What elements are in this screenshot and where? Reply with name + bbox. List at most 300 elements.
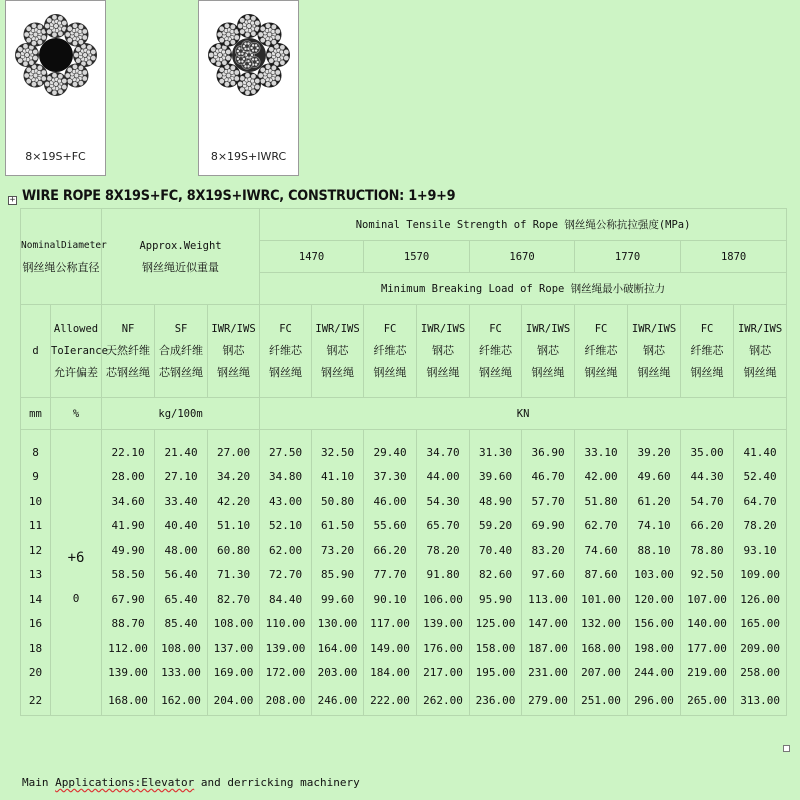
load-col-cn1: 纤维芯 bbox=[690, 344, 724, 357]
weight-cell: 48.00 bbox=[155, 538, 208, 563]
load-cell: 251.00 bbox=[575, 685, 628, 716]
load-cell: 62.70 bbox=[575, 514, 628, 539]
load-cell: 107.00 bbox=[681, 587, 734, 612]
load-cell: 279.00 bbox=[522, 685, 575, 716]
load-col-header-3 bbox=[417, 305, 470, 398]
strength-1570: 1570 bbox=[364, 241, 470, 273]
load-col-en: IWR/IWS bbox=[420, 323, 466, 335]
load-cell: 101.00 bbox=[575, 587, 628, 612]
weight-col-cn1: 钢芯 bbox=[222, 344, 245, 357]
strand-wire bbox=[72, 81, 77, 86]
weight-col-header-2 bbox=[208, 305, 260, 398]
tolerance-en-1: Allowed bbox=[53, 323, 99, 335]
core-wire bbox=[238, 52, 240, 54]
strand-wire bbox=[23, 61, 28, 66]
strand-wire bbox=[72, 40, 77, 45]
core-wire bbox=[252, 58, 254, 60]
strand-wire bbox=[37, 24, 42, 29]
strand-wire bbox=[41, 35, 46, 40]
rope-photo-caption: 8×19S+FC bbox=[25, 150, 86, 163]
load-cell: 39.60 bbox=[470, 465, 522, 490]
load-cell: 109.00 bbox=[734, 563, 787, 588]
weight-cell: 133.00 bbox=[155, 661, 208, 686]
load-cell: 246.00 bbox=[312, 685, 364, 716]
load-col-en: FC bbox=[489, 323, 502, 335]
rope-cross-section-fc-image bbox=[12, 11, 100, 99]
load-col-cn2: 钢丝绳 bbox=[743, 366, 777, 379]
core-wire bbox=[255, 49, 257, 51]
resize-handle bbox=[783, 745, 790, 752]
page-title: WIRE ROPE 8X19S+FC, 8X19S+IWRC, CONSTRUCTION: 1+9+9 bbox=[22, 188, 456, 204]
weight-cell: 139.00 bbox=[102, 661, 155, 686]
unit-weight: kg/100m bbox=[102, 398, 260, 430]
strand-wire bbox=[78, 70, 82, 74]
strand-wire bbox=[238, 23, 243, 28]
load-cell: 35.00 bbox=[681, 430, 734, 465]
load-cell: 48.90 bbox=[470, 489, 522, 514]
core-wire bbox=[247, 60, 249, 62]
load-cell: 120.00 bbox=[628, 587, 681, 612]
weight-cell: 112.00 bbox=[102, 636, 155, 661]
load-cell: 52.40 bbox=[734, 465, 787, 490]
core-wire bbox=[238, 60, 240, 62]
load-cell: 52.10 bbox=[260, 514, 312, 539]
load-cell: 195.00 bbox=[470, 661, 522, 686]
load-cell: 41.10 bbox=[312, 465, 364, 490]
load-cell: 103.00 bbox=[628, 563, 681, 588]
strand-wire bbox=[219, 26, 224, 31]
load-cell: 187.00 bbox=[522, 636, 575, 661]
load-col-cn2: 钢丝绳 bbox=[479, 366, 513, 379]
weight-cell: 108.00 bbox=[155, 636, 208, 661]
strand-wire bbox=[41, 70, 46, 75]
core-wire bbox=[243, 45, 245, 47]
core-wire bbox=[249, 63, 251, 65]
load-cell: 113.00 bbox=[522, 587, 575, 612]
load-cell: 41.40 bbox=[734, 430, 787, 465]
weight-cell: 168.00 bbox=[102, 685, 155, 716]
weight-col-header-1 bbox=[155, 305, 208, 398]
strand-wire bbox=[284, 55, 289, 60]
weight-cell: 28.00 bbox=[102, 465, 155, 490]
load-cell: 219.00 bbox=[681, 661, 734, 686]
load-cell: 82.60 bbox=[470, 563, 522, 588]
load-col-header-2 bbox=[364, 305, 417, 398]
core-wire bbox=[251, 54, 253, 56]
load-col-en: FC bbox=[700, 323, 714, 335]
load-col-cn1: 纤维芯 bbox=[373, 344, 407, 357]
load-cell: 43.00 bbox=[260, 489, 312, 514]
core-wire bbox=[255, 44, 257, 46]
strand-wire bbox=[216, 61, 221, 66]
strand-wire bbox=[91, 55, 96, 60]
load-cell: 44.30 bbox=[681, 465, 734, 490]
strand-wire bbox=[275, 35, 280, 40]
load-cell: 147.00 bbox=[522, 612, 575, 637]
strand-wire bbox=[230, 70, 234, 74]
load-cell: 140.00 bbox=[681, 612, 734, 637]
strand-wire bbox=[57, 21, 61, 25]
load-cell: 164.00 bbox=[312, 636, 364, 661]
tolerance-cell bbox=[51, 430, 102, 716]
strand-wire bbox=[26, 26, 31, 31]
approx-weight-en: Approx.Weight bbox=[139, 239, 222, 252]
load-cell: 78.20 bbox=[734, 514, 787, 539]
weight-cell: 137.00 bbox=[208, 636, 260, 661]
load-col-cn1: 纤维芯 bbox=[479, 344, 513, 357]
strand-wire bbox=[230, 29, 234, 33]
header-row-1 bbox=[21, 209, 787, 241]
strand-wire bbox=[224, 81, 229, 86]
strand-wire bbox=[269, 47, 274, 52]
diameter-cell: 12 bbox=[21, 538, 51, 563]
load-cell: 34.80 bbox=[260, 465, 312, 490]
weight-cell: 162.00 bbox=[155, 685, 208, 716]
diameter-cell: 16 bbox=[21, 612, 51, 637]
strand-wire bbox=[250, 21, 254, 25]
load-cell: 42.00 bbox=[575, 465, 628, 490]
core-wire bbox=[237, 50, 239, 52]
table-row bbox=[21, 563, 787, 588]
unit-load: KN bbox=[260, 398, 787, 430]
load-cell: 87.60 bbox=[575, 563, 628, 588]
strand-wire bbox=[255, 20, 260, 25]
weight-cell: 60.80 bbox=[208, 538, 260, 563]
load-cell: 139.00 bbox=[260, 636, 312, 661]
weight-cell: 65.40 bbox=[155, 587, 208, 612]
load-cell: 236.00 bbox=[470, 685, 522, 716]
table-row bbox=[21, 685, 787, 716]
load-cell: 198.00 bbox=[628, 636, 681, 661]
weight-cell: 82.70 bbox=[208, 587, 260, 612]
strand-wire bbox=[24, 73, 29, 78]
strand-wire bbox=[255, 78, 260, 83]
load-cell: 130.00 bbox=[312, 612, 364, 637]
core-wire bbox=[247, 42, 249, 44]
weight-cell: 108.00 bbox=[208, 612, 260, 637]
load-cell: 51.80 bbox=[575, 489, 628, 514]
load-cell: 244.00 bbox=[628, 661, 681, 686]
load-cell: 177.00 bbox=[681, 636, 734, 661]
table-row bbox=[21, 465, 787, 490]
core-wire bbox=[237, 58, 239, 60]
strand-wire bbox=[250, 79, 254, 83]
weight-cell: 34.60 bbox=[102, 489, 155, 514]
strand-wire bbox=[271, 65, 276, 70]
strand-wire bbox=[258, 32, 263, 37]
spec-table-container bbox=[20, 208, 783, 716]
load-col-en: IWR/IWS bbox=[737, 323, 783, 335]
load-cell: 62.00 bbox=[260, 538, 312, 563]
table-row bbox=[21, 538, 787, 563]
strand-wire bbox=[279, 50, 283, 54]
weight-col-header-0 bbox=[102, 305, 155, 398]
load-cell: 83.20 bbox=[522, 538, 575, 563]
load-cell: 106.00 bbox=[417, 587, 470, 612]
strand-wire bbox=[217, 32, 222, 37]
strand-wire bbox=[62, 20, 67, 25]
load-col-header-6 bbox=[575, 305, 628, 398]
main-applications-note bbox=[22, 776, 360, 789]
strand-wire bbox=[37, 70, 41, 74]
strand-wire bbox=[52, 32, 57, 37]
load-col-cn1: 钢芯 bbox=[326, 344, 349, 357]
core-wire bbox=[244, 48, 246, 50]
weight-cell: 71.30 bbox=[208, 563, 260, 588]
nominal-diameter-en: NominalDiameter bbox=[21, 239, 107, 251]
load-col-en: FC bbox=[383, 323, 397, 335]
strand-wire bbox=[87, 45, 92, 50]
diameter-cell: 14 bbox=[21, 587, 51, 612]
load-cell: 54.30 bbox=[417, 489, 470, 514]
load-cell: 92.50 bbox=[681, 563, 734, 588]
load-cell: 69.90 bbox=[522, 514, 575, 539]
rope-cross-section-iwrc-image bbox=[205, 11, 293, 99]
load-cell: 262.00 bbox=[417, 685, 470, 716]
diameter-cell: 18 bbox=[21, 636, 51, 661]
weight-cell: 41.90 bbox=[102, 514, 155, 539]
load-cell: 59.20 bbox=[470, 514, 522, 539]
strand-wire bbox=[78, 65, 83, 70]
weight-cell: 34.20 bbox=[208, 465, 260, 490]
strand-wire bbox=[76, 47, 81, 52]
diameter-cell: 11 bbox=[21, 514, 51, 539]
load-col-cn1: 钢芯 bbox=[749, 344, 772, 357]
weight-col-cn2: 钢丝绳 bbox=[217, 366, 251, 379]
weight-col-cn2: 芯钢丝绳 bbox=[106, 366, 151, 379]
strand-wire bbox=[91, 49, 96, 54]
diameter-cell: 10 bbox=[21, 489, 51, 514]
strand-wire bbox=[226, 55, 231, 60]
rope-photo-fc bbox=[5, 0, 106, 176]
load-cell: 39.20 bbox=[628, 430, 681, 465]
strand-wire bbox=[245, 32, 250, 37]
strand-wire bbox=[234, 35, 239, 40]
strand-wire bbox=[74, 52, 79, 57]
load-cell: 73.20 bbox=[312, 538, 364, 563]
diameter-cell: 20 bbox=[21, 661, 51, 686]
load-col-cn2: 钢丝绳 bbox=[584, 366, 618, 379]
strand-wire bbox=[24, 32, 29, 37]
load-cell: 32.50 bbox=[312, 430, 364, 465]
load-cell: 64.70 bbox=[734, 489, 787, 514]
load-cell: 165.00 bbox=[734, 612, 787, 637]
strand-wire bbox=[37, 65, 42, 70]
load-cell: 313.00 bbox=[734, 685, 787, 716]
breaking-load-header: Minimum Breaking Load of Rope 钢丝绳最小破断拉力 bbox=[260, 273, 787, 305]
load-cell: 36.90 bbox=[522, 430, 575, 465]
strand-wire bbox=[265, 40, 270, 45]
table-row bbox=[21, 636, 787, 661]
strand-wire bbox=[275, 76, 280, 81]
strand-wire bbox=[230, 65, 235, 70]
strand-wire bbox=[224, 40, 229, 45]
core-wire bbox=[256, 47, 258, 49]
load-cell: 54.70 bbox=[681, 489, 734, 514]
weight-col-cn1: 合成纤维 bbox=[159, 344, 204, 357]
weight-cell: 169.00 bbox=[208, 661, 260, 686]
load-col-en: IWR/IWS bbox=[315, 323, 360, 335]
strand-wire bbox=[62, 78, 67, 83]
weight-col-cn2: 芯钢丝绳 bbox=[159, 366, 204, 379]
load-col-cn1: 钢芯 bbox=[643, 344, 666, 357]
core-wire bbox=[252, 44, 254, 46]
strand-wire bbox=[31, 81, 36, 86]
weight-cell: 67.90 bbox=[102, 587, 155, 612]
load-cell: 78.20 bbox=[417, 538, 470, 563]
strand-wire bbox=[52, 90, 57, 95]
core-wire bbox=[255, 58, 257, 60]
core-wire bbox=[244, 42, 246, 44]
weight-cell: 51.10 bbox=[208, 514, 260, 539]
load-col-header-5 bbox=[522, 305, 575, 398]
load-cell: 55.60 bbox=[364, 514, 417, 539]
weight-cell: 85.40 bbox=[155, 612, 208, 637]
table-row bbox=[21, 587, 787, 612]
strand-wire bbox=[219, 67, 224, 72]
unit-mm: mm bbox=[21, 398, 51, 430]
load-col-en: IWR/IWS bbox=[631, 323, 677, 335]
table-row bbox=[21, 612, 787, 637]
tolerance-lower: 0 bbox=[72, 592, 80, 605]
load-cell: 46.70 bbox=[522, 465, 575, 490]
tolerance-header bbox=[51, 305, 108, 398]
fibre-core bbox=[39, 38, 73, 72]
load-cell: 66.20 bbox=[681, 514, 734, 539]
unit-row bbox=[21, 398, 787, 430]
load-col-cn1: 钢芯 bbox=[432, 344, 455, 357]
load-cell: 90.10 bbox=[364, 587, 417, 612]
weight-col-en: IWR/IWS bbox=[211, 323, 256, 335]
wire-rope-spec-table bbox=[20, 208, 787, 716]
approx-weight-header bbox=[102, 209, 260, 305]
load-cell: 217.00 bbox=[417, 661, 470, 686]
load-col-cn2: 钢丝绳 bbox=[426, 366, 460, 379]
core-wire bbox=[256, 61, 258, 63]
strand-wire bbox=[230, 24, 235, 29]
load-cell: 168.00 bbox=[575, 636, 628, 661]
strand-wire bbox=[226, 49, 231, 54]
load-cell: 149.00 bbox=[364, 636, 417, 661]
strength-1870: 1870 bbox=[681, 241, 787, 273]
load-cell: 222.00 bbox=[364, 685, 417, 716]
weight-col-en: NF bbox=[121, 323, 135, 335]
load-cell: 61.20 bbox=[628, 489, 681, 514]
load-col-header-7 bbox=[628, 305, 681, 398]
strand-wire bbox=[58, 16, 63, 21]
load-cell: 77.70 bbox=[364, 563, 417, 588]
load-cell: 72.70 bbox=[260, 563, 312, 588]
load-cell: 126.00 bbox=[734, 587, 787, 612]
strength-1770: 1770 bbox=[575, 241, 681, 273]
load-col-cn2: 钢丝绳 bbox=[373, 366, 407, 379]
strength-1470: 1470 bbox=[260, 241, 364, 273]
expand-icon[interactable]: + bbox=[9, 195, 16, 205]
load-cell: 209.00 bbox=[734, 636, 787, 661]
strength-1670: 1670 bbox=[470, 241, 575, 273]
load-cell: 84.40 bbox=[260, 587, 312, 612]
load-cell: 49.60 bbox=[628, 465, 681, 490]
strand-wire bbox=[78, 24, 83, 29]
load-cell: 110.00 bbox=[260, 612, 312, 637]
strand-wire bbox=[271, 24, 276, 29]
strand-wire bbox=[41, 76, 46, 81]
strand-wire bbox=[221, 50, 225, 54]
core-wire bbox=[238, 47, 240, 49]
strand-wire bbox=[265, 81, 270, 86]
diameter-cell: 13 bbox=[21, 563, 51, 588]
load-col-header-9 bbox=[734, 305, 787, 398]
strand-wire bbox=[37, 29, 41, 33]
load-cell: 158.00 bbox=[470, 636, 522, 661]
load-cell: 203.00 bbox=[312, 661, 364, 686]
approx-weight-cn: 钢丝绳近似重量 bbox=[142, 260, 220, 274]
load-cell: 258.00 bbox=[734, 661, 787, 686]
load-cell: 99.60 bbox=[312, 587, 364, 612]
note-underlined: Applications:Elevator bbox=[55, 776, 195, 789]
load-cell: 37.30 bbox=[364, 465, 417, 490]
strand-wire bbox=[45, 23, 50, 28]
strand-wire bbox=[86, 50, 90, 54]
load-cell: 65.70 bbox=[417, 514, 470, 539]
strand-wire bbox=[260, 26, 265, 31]
weight-cell: 204.00 bbox=[208, 685, 260, 716]
core-wire bbox=[252, 49, 254, 51]
strand-wire bbox=[67, 67, 72, 72]
load-cell: 93.10 bbox=[734, 538, 787, 563]
strand-wire bbox=[47, 18, 52, 23]
strand-wire bbox=[271, 29, 275, 33]
nominal-diameter-cn: 钢丝绳公称直径 bbox=[22, 260, 100, 274]
strand-wire bbox=[255, 84, 260, 89]
note-prefix: Main bbox=[22, 776, 56, 789]
load-cell: 66.20 bbox=[364, 538, 417, 563]
diameter-cell: 22 bbox=[21, 685, 51, 716]
strand-wire bbox=[260, 67, 265, 72]
strand-wire bbox=[16, 52, 21, 57]
strand-wire bbox=[234, 70, 239, 75]
tolerance-cn: 允许偏差 bbox=[54, 366, 98, 379]
load-col-header-1 bbox=[312, 305, 364, 398]
weight-col-cn1: 天然纤维 bbox=[106, 344, 151, 357]
load-col-cn1: 纤维芯 bbox=[584, 344, 618, 357]
core-wire bbox=[244, 65, 246, 67]
load-col-cn2: 钢丝绳 bbox=[690, 366, 724, 379]
load-cell: 95.90 bbox=[470, 587, 522, 612]
load-col-header-8 bbox=[681, 305, 734, 398]
strand-wire bbox=[234, 76, 239, 81]
load-col-header-4 bbox=[470, 305, 522, 398]
load-cell: 231.00 bbox=[522, 661, 575, 686]
strand-wire bbox=[245, 90, 250, 95]
strand-wire bbox=[58, 74, 63, 79]
table-row bbox=[21, 489, 787, 514]
load-cell: 296.00 bbox=[628, 685, 681, 716]
strand-wire bbox=[280, 45, 285, 50]
load-cell: 184.00 bbox=[364, 661, 417, 686]
load-cell: 85.90 bbox=[312, 563, 364, 588]
load-cell: 78.80 bbox=[681, 538, 734, 563]
weight-cell: 58.50 bbox=[102, 563, 155, 588]
core-wire bbox=[255, 63, 257, 65]
strand-wire bbox=[251, 16, 256, 21]
tensile-strength-header: Nominal Tensile Strength of Rope 钢丝绳公称抗拉强度(MPa) bbox=[260, 209, 787, 241]
diameter-cell: 8 bbox=[21, 430, 51, 465]
load-cell: 208.00 bbox=[260, 685, 312, 716]
load-cell: 132.00 bbox=[575, 612, 628, 637]
core-wire bbox=[241, 60, 243, 62]
load-cell: 34.70 bbox=[417, 430, 470, 465]
